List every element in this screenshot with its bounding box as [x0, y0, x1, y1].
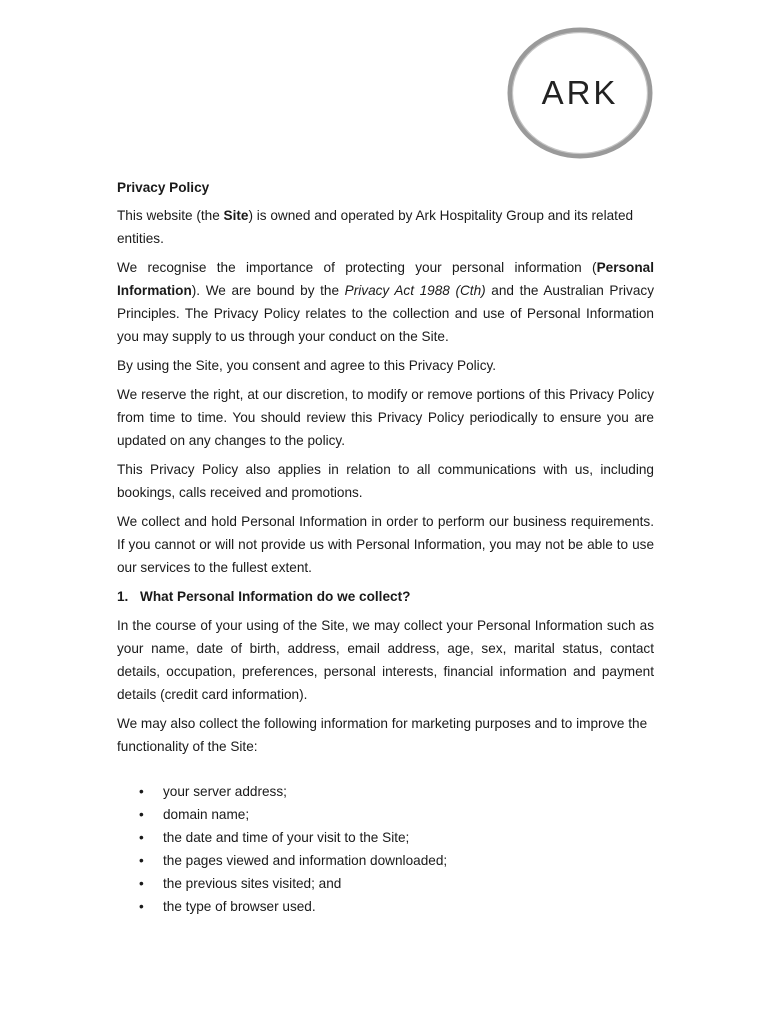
list-item-text: the type of browser used. — [163, 899, 316, 914]
paragraph-collection-purpose: We collect and hold Personal Information in order to perform our business requirements. If you cannot or will not provide us with Personal Information, you may not be able to use our services to the fullest extent. — [117, 514, 654, 575]
list-item-text: domain name; — [163, 807, 250, 822]
paragraph-info-collected: In the course of your using of the Site, we may collect your Personal Information such as your name, date of birth, address, email address, age, sex, marital status, contact details, occupation, preferences, personal interests, financial information and payment details (credit card information). — [117, 618, 654, 702]
bullet-icon: • — [139, 876, 144, 891]
bullet-icon: • — [139, 830, 144, 845]
list-item-text: the date and time of your visit to the Site; — [163, 830, 410, 845]
document-title: Privacy Policy — [117, 180, 210, 195]
text-run: ). We are bound by the — [191, 283, 345, 298]
bullet-icon: • — [139, 899, 144, 914]
list-item — [117, 849, 654, 872]
bullet-icon: • — [139, 853, 144, 868]
ark-logo-mark — [506, 26, 654, 160]
logo-text: ARK — [541, 74, 619, 111]
paragraph-consent: By using the Site, you consent and agree to this Privacy Policy. — [117, 358, 497, 373]
text-run: We recognise the importance of protecting your personal information ( — [117, 260, 597, 275]
text-run: This website (the — [117, 208, 224, 223]
document-body — [117, 178, 654, 918]
paragraph-marketing-info: We may also collect the following information for marketing purposes and to improve the functionality of the Site: — [117, 716, 648, 754]
list-item — [117, 826, 654, 849]
paragraph-site-ownership — [117, 204, 654, 250]
paragraph-personal-information — [117, 256, 654, 348]
text-run: ) is owned and operated by Ark Hospitality Group and its related entities. — [117, 208, 634, 246]
defined-term-personal-information: Personal Information — [117, 260, 654, 298]
bullet-icon: • — [139, 784, 144, 799]
ark-logo — [506, 26, 654, 160]
list-item — [117, 895, 654, 918]
list-item-text: the pages viewed and information downloaded; — [163, 853, 448, 868]
collected-info-list — [117, 780, 654, 918]
list-item — [117, 872, 654, 895]
list-item — [117, 780, 654, 803]
section-number: 1. — [117, 589, 129, 604]
list-item-text: the previous sites visited; and — [163, 876, 342, 891]
defined-term-site: Site — [223, 208, 249, 223]
section-title: What Personal Information do we collect? — [140, 589, 411, 604]
bullet-icon: • — [139, 807, 144, 822]
paragraph-communications: This Privacy Policy also applies in relation to all communications with us, including bookings, calls received and promotions. — [117, 462, 654, 500]
list-item-text: your server address; — [163, 784, 287, 799]
paragraph-modifications: We reserve the right, at our discretion, to modify or remove portions of this Privacy Policy from time to time. You should review this Privacy Policy periodically to ensure you are updated on any changes to the policy. — [117, 387, 654, 448]
text-run: and the Australian Privacy Principles. The Privacy Policy relates to the collection and use of Personal Information you may supply to us through your conduct on the Site. — [117, 283, 654, 344]
act-title: Privacy Act 1988 (Cth) — [344, 283, 486, 298]
section-1-heading — [117, 585, 654, 608]
list-item — [117, 803, 654, 826]
